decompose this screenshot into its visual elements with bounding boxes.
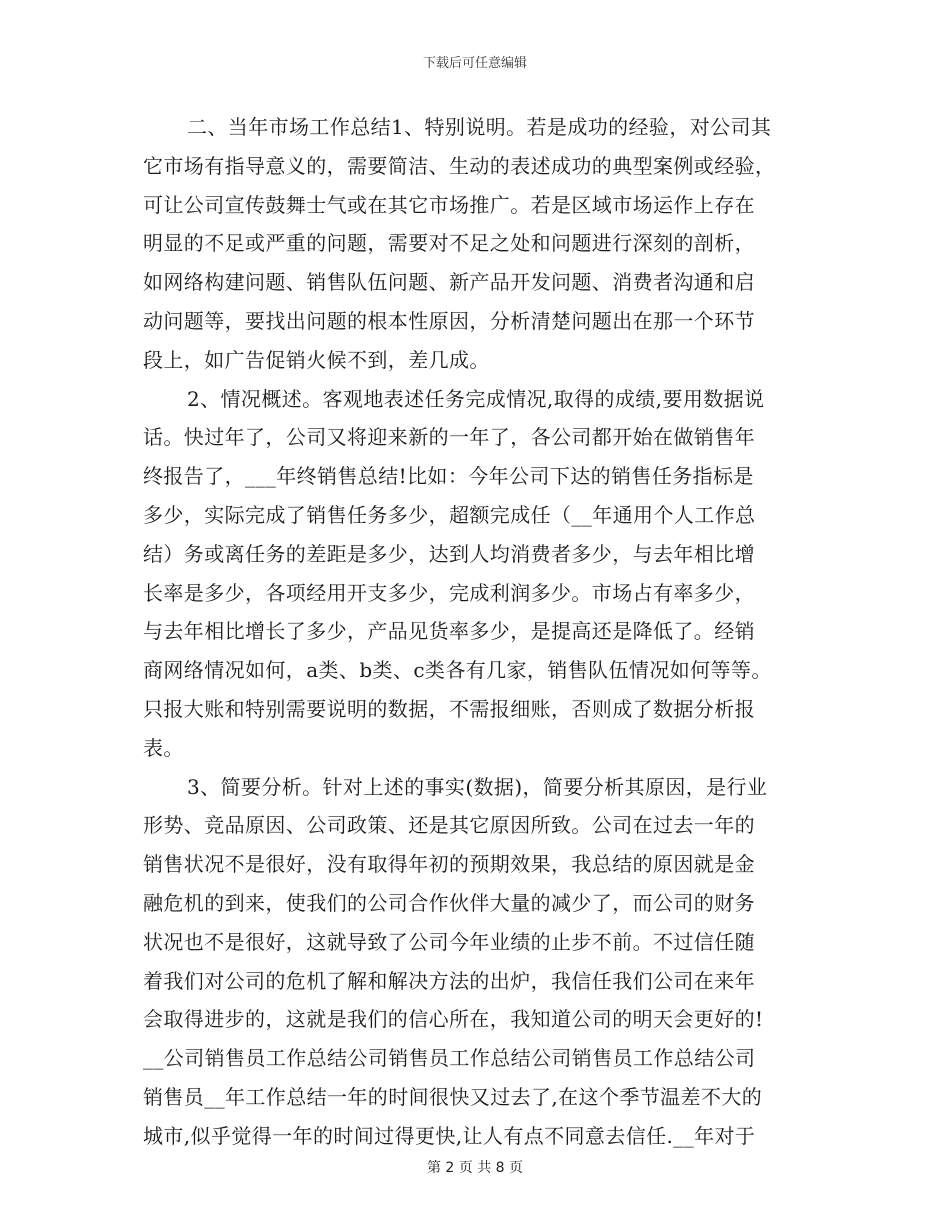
paragraph-3-line-8: __公司销售员工作总结公司销售员工作总结公司销售员工作总结公司 (143, 1046, 756, 1071)
paragraph-3-line-10: 城市,似乎觉得一年的时间过得更快,让人有点不同意去信任.__年对于 (143, 1123, 756, 1148)
page-header: 下载后可任意编辑 (422, 56, 527, 71)
paragraph-3-line-4: 融危机的到来，使我们的公司合作伙伴大量的减少了，而公司的财务 (143, 890, 755, 915)
paragraph-3-line-3: 销售状况不是很好，没有取得年初的预期效果，我总结的原因就是金 (143, 852, 755, 877)
paragraph-3-line-9: 销售员__年工作总结一年的时间很快又过去了,在这个季节温差不大的 (143, 1084, 763, 1109)
paragraph-3-line-2: 形势、竞品原因、公司政策、还是其它原因所致。公司在过去一年的 (143, 813, 755, 838)
paragraph-2-line-9: 只报大账和特别需要说明的数据，不需报细账，否则成了数据分析报 (143, 696, 755, 721)
paragraph-2-line-6: 长率是多少，各项经用开支多少，完成利润多少。市场占有率多少， (143, 580, 755, 605)
paragraph-2-line-1: 2、情况概述。客观地表述任务完成情况,取得的成绩,要用数据说 (187, 386, 765, 411)
paragraph-1-line-4: 明显的不足或严重的问题，需要对不足之处和问题进行深刻的剖析， (143, 231, 755, 256)
paragraph-2-line-8: 商网络情况如何，a类、b类、c类各有几家，销售队伍情况如何等等。 (143, 658, 772, 683)
paragraph-2-line-7: 与去年相比增长了多少，产品见货率多少，是提高还是降低了。经销 (143, 619, 755, 644)
paragraph-3-line-5: 状况也不是很好，这就导致了公司今年业绩的止步不前。不过信任随 (143, 929, 755, 954)
paragraph-1-line-3: 可让公司宣传鼓舞士气或在其它市场推广。若是区域市场运作上存在 (143, 192, 755, 217)
paragraph-2-line-10: 表。 (143, 735, 184, 760)
paragraph-2-line-5: 结）务或离任务的差距是多少，达到人均消费者多少，与去年相比增 (143, 541, 755, 566)
paragraph-3-line-6: 着我们对公司的危机了解和解决方法的出炉，我信任我们公司在来年 (143, 968, 755, 993)
paragraph-2-line-3: 终报告了，___年终销售总结!比如：今年公司下达的销售任务指标是 (143, 464, 754, 489)
paragraph-1-line-6: 动问题等，要找出问题的根本性原因，分析清楚问题出在那一个环节 (143, 308, 755, 333)
paragraph-2-line-4: 多少，实际完成了销售任务多少，超额完成任（__年通用个人工作总 (143, 502, 756, 527)
paragraph-1-line-1: 二、当年市场工作总结1、特别说明。若是成功的经验，对公司其 (187, 115, 772, 139)
paragraph-3-line-1: 3、简要分析。针对上述的事实(数据)，简要分析其原因，是行业 (187, 774, 768, 799)
paragraph-3-line-7: 会取得进步的，这就是我们的信心所在，我知道公司的明天会更好的! (143, 1007, 764, 1032)
paragraph-1-line-5: 如网络构建问题、销售队伍问题、新产品开发问题、消费者沟通和启 (143, 270, 755, 295)
paragraph-1-line-2: 它市场有指导意义的，需要简洁、生动的表述成功的典型案例或经验， (143, 153, 776, 178)
paragraph-2-line-2: 话。快过年了，公司又将迎来新的一年了，各公司都开始在做销售年 (143, 425, 755, 450)
document-body (143, 108, 808, 1156)
paragraph-1-line-7: 段上，如广告促销火候不到，差几成。 (143, 347, 490, 372)
page-number: 第 2 页 共 8 页 (426, 1160, 524, 1176)
